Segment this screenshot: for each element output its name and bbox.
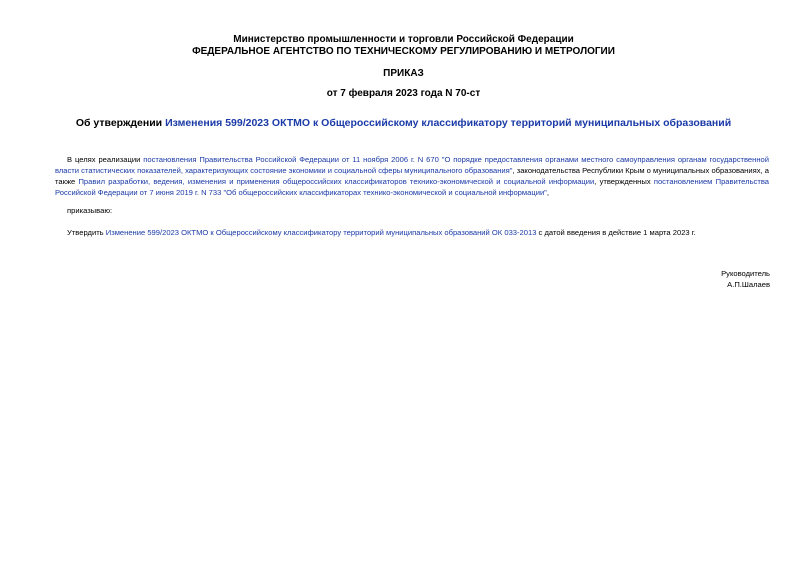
ministry-name: Министерство промышленности и торговли Российской Федерации (233, 34, 574, 45)
signature-role: Руководитель (721, 269, 770, 278)
link-government-decree-670[interactable]: постановления Правительства Российской Федерации от 11 ноября 2006 г. N 670 "О порядке предоставления органами местного самоуправления органам государственной власти статистических показателей, характеризующих состояние экономики и социальной сферы муниципального образования" (55, 155, 769, 175)
link-change-599[interactable]: Изменение 599/2023 ОКТМО к Общероссийскому классификатору территорий муниципальных образований ОК 033-2013 (105, 228, 537, 237)
paragraph-preamble (55, 154, 769, 198)
order-label: ПРИКАЗ (383, 68, 424, 79)
order-date: от 7 февраля 2023 года N 70-ст (326, 88, 481, 99)
approve-text-2: с датой введения в действие 1 марта 2023 г. (536, 228, 696, 237)
link-government-decree-733[interactable]: постановлением Правительства Российской Федерации от 7 июня 2019 г. N 733 "Об общероссийских классификаторах технико-экономической и социальной информации" (55, 177, 769, 197)
link-classifier-rules[interactable]: Правил разработки, ведения, изменения и применения общероссийских классификаторов технико-экономической и социальной информации (78, 177, 595, 186)
paragraph-order-word: приказываю: (67, 206, 113, 215)
preamble-text-4: , (546, 188, 550, 197)
preamble-text-3: , утвержденных (594, 177, 654, 186)
preamble-text-2: , законодательства Республики Крым о муниципальных образованиях, а также (55, 166, 769, 186)
preamble-text-1: В целях реализации (67, 155, 144, 164)
title-link[interactable]: Изменения 599/2023 ОКТМО к Общероссийскому классификатору территорий муниципальных образований (165, 117, 732, 129)
paragraph-approve (55, 227, 769, 238)
signature-name: А.П.Шалаев (727, 280, 770, 289)
title-prefix: Об утверждении (75, 117, 166, 129)
document-title (0, 117, 807, 129)
agency-name: ФЕДЕРАЛЬНОЕ АГЕНТСТВО ПО ТЕХНИЧЕСКОМУ РЕГУЛИРОВАНИЮ И МЕТРОЛОГИИ (192, 46, 615, 57)
approve-text-1: Утвердить (67, 228, 106, 237)
